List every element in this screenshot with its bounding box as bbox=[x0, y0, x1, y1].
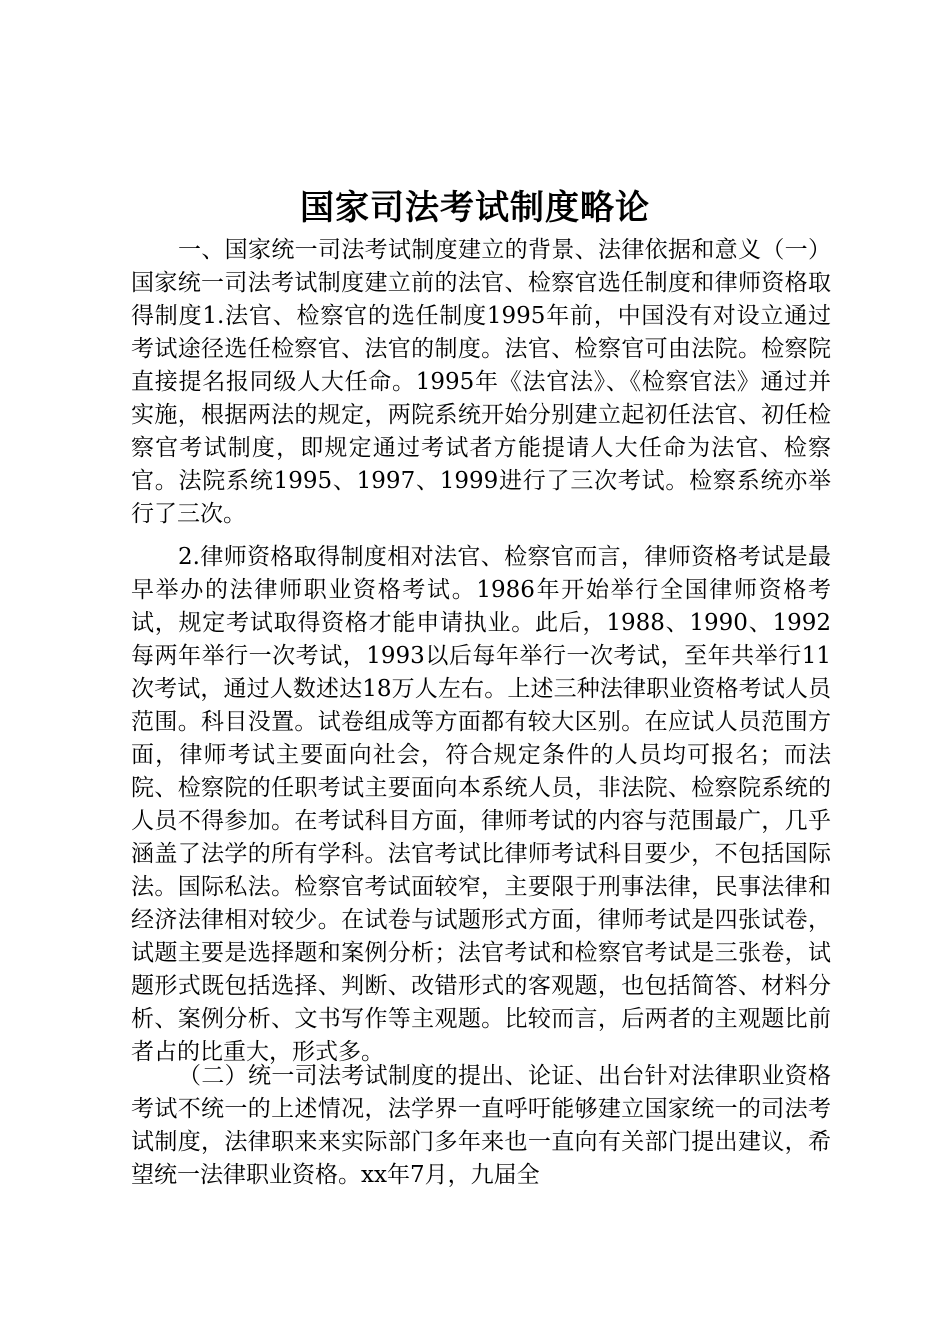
document-title: 国家司法考试制度略论 bbox=[300, 188, 650, 228]
paragraph-background: 一、国家统一司法考试制度建立的背景、法律依据和意义（一）国家统一司法考试制度建立前的法官、检察官选任制度和律师资格取得制度1.法官、检察官的选任制度1995年前，中国没有对设立通过考试途径选任检察官、法官的制度。法官、检察官可由法院。检察院直接提名报同级人大任命。1995年《法官法》、《检察官法》通过并实施，根据两法的规定，两院系统开始分别建立起初任法官、初任检察官考试制度，即规定通过考试者方能提请人大任命为法官、检察官。法院系统1995、1997、1999进行了三次考试。检察系统亦举行了三次。 bbox=[131, 237, 831, 527]
paragraph-unified-exam-proposal: （二）统一司法考试制度的提出、论证、出台针对法律职业资格考试不统一的上述情况，法学界一直呼吁能够建立国家统一的司法考试制度，法律职来来实际部门多年来也一直向有关部门提出建议，希望统一法律职业资格。xx年7月，九届全 bbox=[131, 1063, 831, 1188]
paragraph-lawyer-qualification: 2.律师资格取得制度相对法官、检察官而言，律师资格考试是最早举办的法律师职业资格考试。1986年开始举行全国律师资格考试，规定考试取得资格才能申请执业。此后，1988、1990、1992每两年举行一次考试，1993以后每年举行一次考试，至年共举行11次考试，通过人数述达18万人左右。上述三种法律职业资格考试人员范围。科目没置。试卷组成等方面都有较大区别。在应试人员范围方面，律师考试主要面向社会，符合规定条件的人员均可报名；而法院、检察院的任职考试主要面向本系统人员，非法院、检察院系统的人员不得参加。在考试科目方面，律师考试的内容与范围最广，几乎涵盖了法学的所有学科。法官考试比律师考试科目要少，不包括国际法。国际私法。检察官考试面较窄，主要限于刑事法律，民事法律和经济法律相对较少。在试卷与试题形式方面，律师考试是四张试卷，试题主要是选择题和案例分析；法官考试和检察官考试是三张卷，试题形式既包括选择、判断、改错形式的客观题，也包括简答、材料分析、案例分析、文书写作等主观题。比较而言，后两者的主观题比前者占的比重大，形式多。 bbox=[131, 544, 831, 1065]
